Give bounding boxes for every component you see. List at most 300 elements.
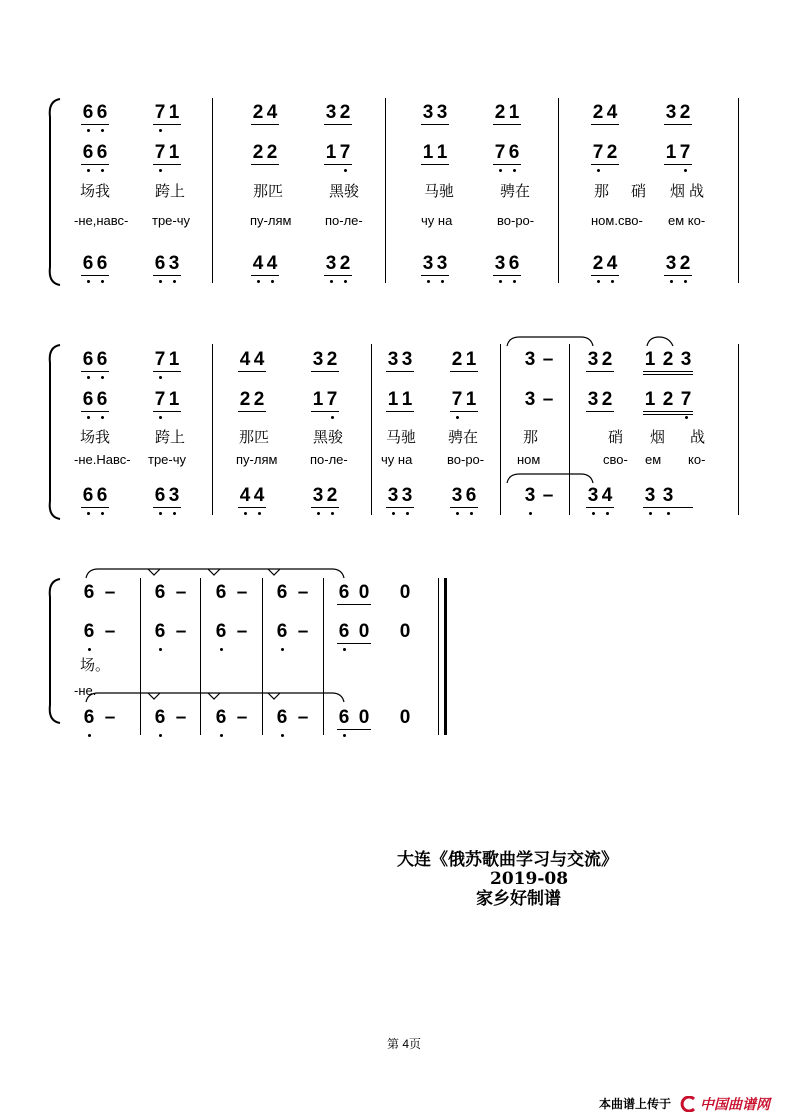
- note-s3: 6: [338, 707, 350, 728]
- barline: [371, 344, 372, 515]
- beam-line: [586, 507, 614, 508]
- octave-dot-below: [257, 280, 260, 283]
- note-s3: 6: [82, 485, 94, 506]
- beam-line: [153, 507, 181, 508]
- lyric-cn: 场我: [80, 429, 111, 446]
- note-s1: 3: [587, 349, 599, 370]
- note-s1: 0: [358, 582, 370, 603]
- octave-dot-below: [87, 512, 90, 515]
- octave-dot-below: [317, 512, 320, 515]
- octave-dot-below: [101, 512, 104, 515]
- octave-dot-below: [684, 280, 687, 283]
- lyric-ru: ко-: [688, 452, 706, 467]
- slur-icon: [645, 334, 675, 348]
- note-s3: 6: [83, 707, 95, 728]
- lyric-ru: тре-чу: [152, 213, 191, 228]
- beam-line: [421, 164, 449, 165]
- note-s3: 3: [387, 485, 399, 506]
- note-s1: 6: [82, 102, 94, 123]
- lyric-cn: 骋在: [448, 429, 479, 446]
- barline: [212, 98, 213, 283]
- octave-dot-below: [88, 648, 91, 651]
- note-s3: –: [297, 707, 309, 728]
- octave-dot-below: [87, 129, 90, 132]
- note-s1: 3: [325, 102, 337, 123]
- system-bracket-icon: [44, 97, 64, 287]
- lyric-ru: чу на: [421, 213, 453, 228]
- note-s3: –: [542, 485, 554, 506]
- tie-icon: [505, 471, 595, 485]
- beam-line: [238, 371, 266, 372]
- note-s3: 3: [312, 485, 324, 506]
- beam-line: [643, 374, 693, 375]
- note-s2: 6: [215, 621, 227, 642]
- beam-line: [386, 507, 414, 508]
- beam-line: [81, 411, 109, 412]
- note-s3: 6: [276, 707, 288, 728]
- beam-line: [238, 507, 266, 508]
- lyric-cn: 跨上: [155, 183, 186, 200]
- beam-line: [153, 124, 181, 125]
- lyric-cn: 战: [690, 429, 706, 446]
- note-s3: –: [104, 707, 116, 728]
- beam-line: [450, 411, 478, 412]
- octave-dot-below: [499, 169, 502, 172]
- octave-dot-below: [667, 512, 670, 515]
- lyric-ru: сво-: [603, 452, 628, 467]
- note-s1: –: [297, 582, 309, 603]
- final-barline-thin: [438, 578, 439, 735]
- note-s3: 2: [679, 253, 691, 274]
- lyric-cn: 烟战: [670, 183, 709, 200]
- note-s3: 6: [154, 707, 166, 728]
- note-s1: 2: [252, 102, 264, 123]
- note-s1: –: [104, 582, 116, 603]
- note-s1: 3: [680, 349, 692, 370]
- octave-dot-below: [101, 280, 104, 283]
- beam-line: [337, 643, 371, 644]
- note-s1: 3: [422, 102, 434, 123]
- note-s1: 1: [508, 102, 520, 123]
- octave-dot-below: [597, 169, 600, 172]
- note-s3: 6: [96, 485, 108, 506]
- note-s1: 3: [387, 349, 399, 370]
- lyric-cn: 烟: [650, 429, 666, 446]
- beam-line: [591, 275, 619, 276]
- octave-dot-below: [220, 648, 223, 651]
- note-s1: 6: [96, 102, 108, 123]
- note-s2: 6: [338, 621, 350, 642]
- octave-dot-below: [159, 129, 162, 132]
- note-s2: 2: [662, 389, 674, 410]
- note-s1: 2: [679, 102, 691, 123]
- note-s3: 4: [266, 253, 278, 274]
- octave-dot-below: [499, 280, 502, 283]
- octave-dot-below: [159, 280, 162, 283]
- note-s3: 3: [401, 485, 413, 506]
- lyric-cn: 黑骏: [329, 183, 360, 200]
- beam-line: [643, 507, 693, 508]
- barline: [738, 98, 739, 283]
- note-s1: 0: [399, 582, 411, 603]
- octave-dot-below: [611, 280, 614, 283]
- note-s1: 4: [239, 349, 251, 370]
- note-s3: 6: [215, 707, 227, 728]
- note-s2: 6: [82, 389, 94, 410]
- octave-dot-below: [592, 512, 595, 515]
- note-s1: 2: [339, 102, 351, 123]
- note-s2: 6: [276, 621, 288, 642]
- octave-dot-below: [159, 169, 162, 172]
- note-s2: 0: [358, 621, 370, 642]
- beam-line: [450, 507, 478, 508]
- note-s2: 7: [326, 389, 338, 410]
- note-s3: 3: [325, 253, 337, 274]
- note-s3: 0: [358, 707, 370, 728]
- system-bracket-icon: [44, 577, 64, 725]
- octave-dot-below: [87, 376, 90, 379]
- note-s3: 3: [451, 485, 463, 506]
- beam-line: [81, 164, 109, 165]
- note-s1: 4: [606, 102, 618, 123]
- octave-dot-below: [529, 512, 532, 515]
- note-s2: 6: [96, 389, 108, 410]
- note-s2: 2: [253, 389, 265, 410]
- note-s1: 3: [312, 349, 324, 370]
- beam-line: [421, 275, 449, 276]
- octave-dot-below: [88, 734, 91, 737]
- credit-title: 大连《俄苏歌曲学习与交流》: [397, 850, 618, 870]
- beam-line: [153, 275, 181, 276]
- octave-dot-below: [470, 512, 473, 515]
- note-s3: 2: [592, 253, 604, 274]
- octave-dot-below: [684, 169, 687, 172]
- beam-line: [153, 164, 181, 165]
- note-s3: 2: [326, 485, 338, 506]
- octave-dot-below: [343, 648, 346, 651]
- note-s2: 6: [83, 621, 95, 642]
- octave-dot-below: [159, 376, 162, 379]
- note-s2: 3: [587, 389, 599, 410]
- beam-line: [643, 411, 693, 412]
- site-brand[interactable]: 中国曲谱网: [700, 1096, 770, 1112]
- credit-date: 2019-08: [490, 869, 569, 889]
- octave-dot-below: [87, 169, 90, 172]
- barline: [323, 578, 324, 735]
- octave-dot-below: [271, 280, 274, 283]
- note-s3: 2: [339, 253, 351, 274]
- tie-icon: [505, 334, 595, 348]
- octave-dot-below: [244, 512, 247, 515]
- beam-line: [81, 124, 109, 125]
- lyric-cn: 那: [523, 429, 539, 446]
- lyric-ru: -не.: [74, 683, 97, 698]
- note-s1: 4: [253, 349, 265, 370]
- note-s3: 3: [168, 485, 180, 506]
- note-s2: 7: [679, 142, 691, 163]
- note-s2: 0: [399, 621, 411, 642]
- upload-notice: 本曲谱上传于: [599, 1097, 672, 1111]
- beam-line: [81, 275, 109, 276]
- note-s2: 7: [154, 142, 166, 163]
- note-s2: 7: [339, 142, 351, 163]
- note-s3: 3: [662, 485, 674, 506]
- note-s3: 4: [252, 253, 264, 274]
- octave-dot-below: [344, 169, 347, 172]
- octave-dot-below: [101, 129, 104, 132]
- note-s2: 7: [494, 142, 506, 163]
- note-s1: 6: [82, 349, 94, 370]
- octave-dot-below: [331, 512, 334, 515]
- octave-dot-below: [427, 280, 430, 283]
- lyric-ru: во-ро-: [497, 213, 535, 228]
- note-s2: 1: [422, 142, 434, 163]
- note-s2: 1: [168, 389, 180, 410]
- note-s2: –: [175, 621, 187, 642]
- note-s1: 2: [592, 102, 604, 123]
- octave-dot-below: [173, 280, 176, 283]
- note-s1: 7: [154, 349, 166, 370]
- lyric-cn: 黑骏: [313, 429, 344, 446]
- note-s1: 6: [338, 582, 350, 603]
- note-s3: 3: [436, 253, 448, 274]
- note-s3: 6: [82, 253, 94, 274]
- note-s1: 6: [276, 582, 288, 603]
- note-s1: 2: [451, 349, 463, 370]
- beam-line: [324, 275, 352, 276]
- note-s1: 2: [326, 349, 338, 370]
- beam-line: [493, 275, 521, 276]
- beam-line: [311, 411, 339, 412]
- note-s1: –: [175, 582, 187, 603]
- lyric-cn: 场我: [80, 183, 111, 200]
- beam-line: [311, 507, 339, 508]
- note-s3: –: [236, 707, 248, 728]
- system-bracket-icon: [44, 343, 64, 521]
- beam-line: [664, 124, 692, 125]
- note-s3: 6: [508, 253, 520, 274]
- barline: [385, 98, 386, 283]
- beam-line: [153, 371, 181, 372]
- octave-dot-below: [330, 280, 333, 283]
- note-s1: 1: [644, 349, 656, 370]
- beam-line: [643, 371, 693, 372]
- beam-line: [421, 124, 449, 125]
- lyric-ru: -не,навс-: [74, 213, 129, 228]
- note-s2: 1: [644, 389, 656, 410]
- lyric-ru: пу-лям: [250, 213, 292, 228]
- octave-dot-below: [101, 376, 104, 379]
- beam-line: [311, 371, 339, 372]
- note-s3: 4: [601, 485, 613, 506]
- note-s3: 3: [665, 253, 677, 274]
- beam-line: [251, 164, 279, 165]
- lyric-ru: во-ро-: [447, 452, 485, 467]
- note-s2: 3: [524, 389, 536, 410]
- lyric-ru: ном.сво-: [591, 213, 643, 228]
- octave-dot-below: [159, 648, 162, 651]
- beam-line: [81, 371, 109, 372]
- octave-dot-below: [392, 512, 395, 515]
- note-s3: 6: [465, 485, 477, 506]
- barline: [212, 344, 213, 515]
- note-s3: 4: [239, 485, 251, 506]
- note-s3: 3: [168, 253, 180, 274]
- note-s2: 2: [266, 142, 278, 163]
- lyric-ru: по-ле-: [310, 452, 348, 467]
- octave-dot-below: [649, 512, 652, 515]
- beam-line: [586, 411, 614, 412]
- lyric-cn: 场。: [80, 657, 111, 674]
- note-s1: 2: [662, 349, 674, 370]
- octave-dot-below: [87, 416, 90, 419]
- note-s1: 6: [96, 349, 108, 370]
- beam-line: [664, 164, 692, 165]
- note-s1: 1: [168, 102, 180, 123]
- note-s2: 7: [451, 389, 463, 410]
- lyric-ru: ном: [517, 452, 541, 467]
- note-s1: 1: [465, 349, 477, 370]
- octave-dot-below: [606, 512, 609, 515]
- lyric-cn: 那匹: [239, 429, 270, 446]
- note-s3: 3: [494, 253, 506, 274]
- lyric-ru: по-ле-: [325, 213, 363, 228]
- note-s1: 7: [154, 102, 166, 123]
- beam-line: [591, 124, 619, 125]
- barline: [558, 98, 559, 283]
- barline: [500, 344, 501, 515]
- note-s1: –: [542, 349, 554, 370]
- note-s3: 3: [524, 485, 536, 506]
- barline: [569, 344, 570, 515]
- note-s1: 6: [154, 582, 166, 603]
- octave-dot-below: [258, 512, 261, 515]
- note-s2: 1: [436, 142, 448, 163]
- note-s1: –: [236, 582, 248, 603]
- note-s2: 6: [508, 142, 520, 163]
- beam-line: [238, 411, 266, 412]
- barline: [200, 578, 201, 735]
- tie-icon: [84, 690, 346, 704]
- lyric-cn: 硝: [608, 429, 624, 446]
- lyric-cn: 那匹: [253, 183, 284, 200]
- note-s2: 7: [680, 389, 692, 410]
- octave-dot-below: [685, 416, 688, 419]
- note-s1: 6: [83, 582, 95, 603]
- beam-line: [450, 371, 478, 372]
- note-s1: 2: [601, 349, 613, 370]
- note-s1: 3: [665, 102, 677, 123]
- lyric-cn: 跨上: [155, 429, 186, 446]
- final-barline-thick: [444, 578, 447, 735]
- lyric-ru: ем: [645, 452, 662, 467]
- note-s2: 1: [312, 389, 324, 410]
- lyric-ru: -не.Навс-: [74, 452, 131, 467]
- octave-dot-below: [597, 280, 600, 283]
- beam-line: [493, 164, 521, 165]
- beam-line: [337, 729, 371, 730]
- octave-dot-below: [101, 169, 104, 172]
- octave-dot-below: [670, 280, 673, 283]
- note-s2: 2: [239, 389, 251, 410]
- note-s3: –: [175, 707, 187, 728]
- octave-dot-below: [159, 416, 162, 419]
- note-s3: 3: [422, 253, 434, 274]
- note-s3: 3: [644, 485, 656, 506]
- beam-line: [643, 414, 693, 415]
- note-s2: 1: [465, 389, 477, 410]
- octave-dot-below: [101, 416, 104, 419]
- note-s2: 2: [606, 142, 618, 163]
- note-s2: 1: [325, 142, 337, 163]
- credit-author: 家乡好制谱: [476, 889, 561, 909]
- octave-dot-below: [343, 734, 346, 737]
- octave-dot-below: [331, 416, 334, 419]
- note-s2: 2: [252, 142, 264, 163]
- lyric-ru: пу-лям: [236, 452, 278, 467]
- tie-icon: [84, 566, 346, 580]
- beam-line: [251, 275, 279, 276]
- note-s2: 6: [96, 142, 108, 163]
- note-s2: 1: [401, 389, 413, 410]
- octave-dot-below: [159, 734, 162, 737]
- site-logo-icon: [680, 1096, 698, 1112]
- octave-dot-below: [87, 280, 90, 283]
- note-s1: 4: [266, 102, 278, 123]
- beam-line: [493, 124, 521, 125]
- lyric-cn: 骋在: [500, 183, 531, 200]
- page-number: 第 4页: [387, 1037, 422, 1051]
- octave-dot-below: [456, 512, 459, 515]
- beam-line: [324, 124, 352, 125]
- octave-dot-below: [173, 512, 176, 515]
- octave-dot-below: [406, 512, 409, 515]
- beam-line: [386, 371, 414, 372]
- beam-line: [251, 124, 279, 125]
- note-s2: –: [104, 621, 116, 642]
- note-s2: 2: [601, 389, 613, 410]
- octave-dot-below: [513, 280, 516, 283]
- octave-dot-below: [281, 648, 284, 651]
- beam-line: [591, 164, 619, 165]
- octave-dot-below: [281, 734, 284, 737]
- note-s3: 0: [399, 707, 411, 728]
- note-s1: 3: [436, 102, 448, 123]
- octave-dot-below: [159, 512, 162, 515]
- octave-dot-below: [344, 280, 347, 283]
- barline: [140, 578, 141, 735]
- note-s1: 6: [215, 582, 227, 603]
- note-s2: –: [236, 621, 248, 642]
- note-s2: –: [542, 389, 554, 410]
- note-s2: 1: [665, 142, 677, 163]
- note-s2: –: [297, 621, 309, 642]
- octave-dot-below: [220, 734, 223, 737]
- beam-line: [337, 604, 371, 605]
- octave-dot-below: [456, 416, 459, 419]
- note-s2: 7: [154, 389, 166, 410]
- lyric-cn: 马驰: [386, 429, 417, 446]
- barline: [738, 344, 739, 515]
- beam-line: [81, 507, 109, 508]
- lyric-ru: тре-чу: [148, 452, 187, 467]
- beam-line: [664, 275, 692, 276]
- lyric-ru: ем ко-: [668, 213, 706, 228]
- beam-line: [324, 164, 352, 165]
- note-s1: 3: [401, 349, 413, 370]
- note-s1: 3: [524, 349, 536, 370]
- octave-dot-below: [441, 280, 444, 283]
